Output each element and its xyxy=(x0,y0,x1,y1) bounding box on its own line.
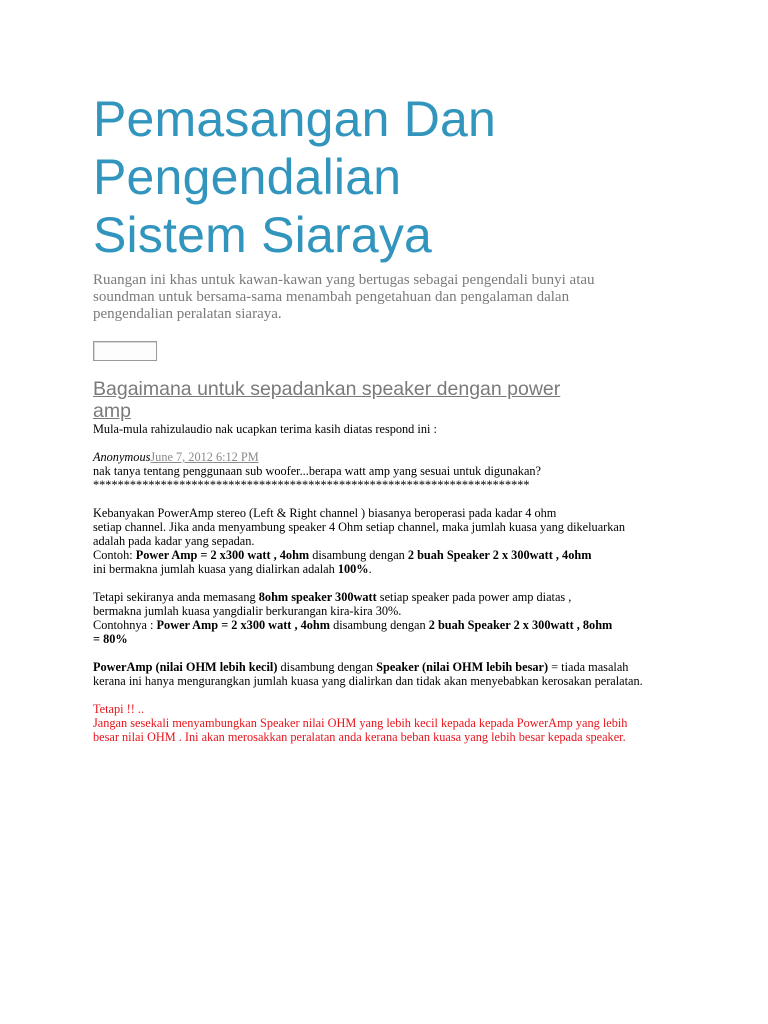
comment-author: Anonymous xyxy=(93,450,151,464)
p3-connector: disambung dengan xyxy=(277,660,377,674)
paragraph-1-line: setiap channel. Jika anda menyambung speaker 4 Ohm setiap channel, maka jumlah kuasa yang dikeluarkan xyxy=(93,520,626,534)
p3-result: tiada masalah xyxy=(561,660,629,674)
paragraph-3-line: kerana ini hanya mengurangkan jumlah kuasa yang dialirkan dan tidak akan menyebabkan kerosakan peralatan. xyxy=(93,674,643,688)
post-body xyxy=(93,422,693,744)
comment-text: nak tanya tentang penggunaan sub woofer...berapa watt amp yang sesuai untuk digunakan? xyxy=(93,464,542,478)
p2-text: setiap speaker pada power amp diatas , xyxy=(376,590,572,604)
blog-title-line: Pengendalian xyxy=(93,149,402,205)
comment-header xyxy=(93,450,693,464)
empty-widget-box[interactable] xyxy=(93,341,157,361)
p3-equals: = xyxy=(548,660,562,674)
description-line: soundman untuk bersama-sama menambah pengetahuan dan pengalaman dalan xyxy=(93,289,570,305)
blog-title[interactable] xyxy=(93,90,693,264)
p2-bold: 8ohm speaker 300watt xyxy=(258,590,377,604)
example-speaker: 2 buah Speaker 2 x 300watt , 4ohm xyxy=(407,548,592,562)
post-intro: Mula-mula rahizulaudio nak ucapkan terima kasih diatas respond ini : xyxy=(93,422,437,436)
example-2-line xyxy=(93,618,693,632)
post-title-line: Bagaimana untuk sepadankan speaker dengan power xyxy=(93,378,561,400)
example-2-result-value: = 80% xyxy=(93,632,128,646)
post-title-line: amp xyxy=(93,400,131,422)
comment-separator: *********************************************************************** xyxy=(93,478,530,492)
p2-text: Tetapi sekiranya anda memasang xyxy=(93,590,259,604)
warning-heading: Tetapi !! .. xyxy=(93,702,145,716)
example-label: Contoh: xyxy=(93,548,136,562)
example-line xyxy=(93,548,693,562)
page xyxy=(93,90,693,744)
warning-line: Jangan sesekali menyambungkan Speaker nilai OHM yang lebih kecil kepada kepada PowerAmp yang lebih xyxy=(93,716,628,730)
paragraph-1-line: adalah pada kadar yang sepadan. xyxy=(93,534,255,548)
example-result xyxy=(93,562,693,576)
example-2-label: Contohnya : xyxy=(93,618,157,632)
post-title-link[interactable] xyxy=(93,378,653,422)
blog-description xyxy=(93,272,653,323)
example-result-value: 100% xyxy=(337,562,369,576)
p3-amp: PowerAmp (nilai OHM lebih kecil) xyxy=(93,660,278,674)
description-line: Ruangan ini khas untuk kawan-kawan yang bertugas sebagai pengendali bunyi atau xyxy=(93,272,595,288)
example-result-text: ini bermakna jumlah kuasa yang dialirkan adalah xyxy=(93,562,338,576)
example-2-amp: Power Amp = 2 x300 watt , 4ohm xyxy=(156,618,331,632)
paragraph-2-line: bermakna jumlah kuasa yangdialir berkurangan kira-kira 30%. xyxy=(93,604,402,618)
paragraph-3-line xyxy=(93,660,693,674)
warning-line: besar nilai OHM . Ini akan merosakkan peralatan anda kerana beban kuasa yang lebih besar kepada speaker. xyxy=(93,730,626,744)
blog-title-line: Pemasangan Dan xyxy=(93,91,497,147)
blog-title-line: Sistem Siaraya xyxy=(93,207,433,263)
description-line: pengendalian peralatan siaraya. xyxy=(93,306,282,322)
comment-date-link[interactable]: June 7, 2012 6:12 PM xyxy=(150,450,259,464)
paragraph-1-line: Kebanyakan PowerAmp stereo (Left & Right channel ) biasanya beroperasi pada kadar 4 ohm xyxy=(93,506,557,520)
example-amp: Power Amp = 2 x300 watt , 4ohm xyxy=(135,548,310,562)
example-result-period: . xyxy=(368,562,372,576)
example-2-connector: disambung dengan xyxy=(330,618,429,632)
example-2-speaker: 2 buah Speaker 2 x 300watt , 8ohm xyxy=(428,618,613,632)
paragraph-2-line xyxy=(93,590,693,604)
p3-speaker: Speaker (nilai OHM lebih besar) xyxy=(376,660,549,674)
example-connector: disambung dengan xyxy=(309,548,408,562)
example-2-result xyxy=(93,632,693,646)
